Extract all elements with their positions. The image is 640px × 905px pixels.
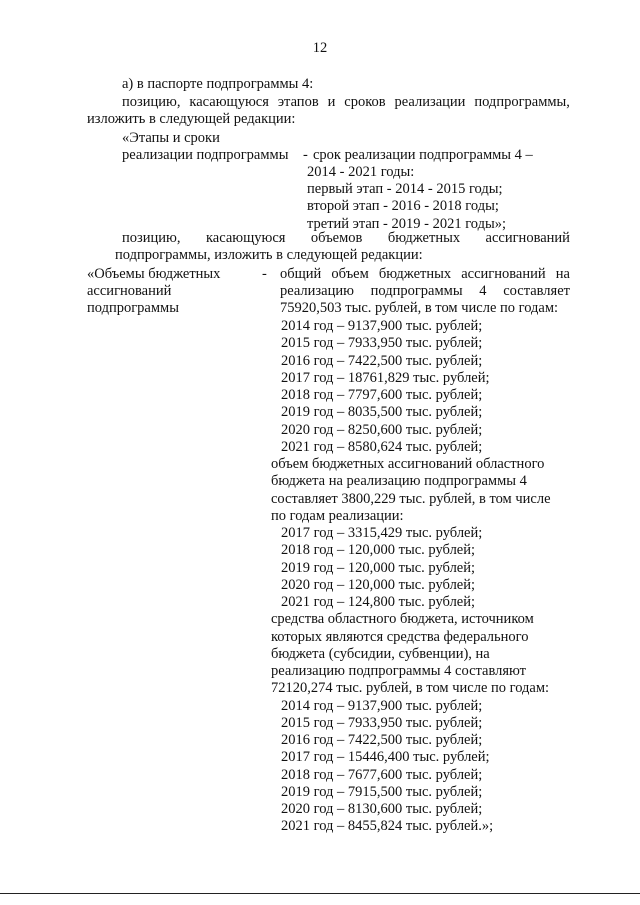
- federal-year-line: 2017 год – 15446,400 тыс. рублей;: [281, 749, 490, 766]
- federal-text-line: 72120,274 тыс. рублей, в том числе по годам:: [271, 680, 550, 697]
- budget-total-line3: 75920,503 тыс. рублей, в том числе по годам:: [280, 300, 559, 316]
- stages-value-line1: срок реализации подпрограммы 4 –: [313, 147, 533, 163]
- stage-line: 2014 - 2021 годы:: [307, 164, 415, 180]
- budget-total-line1-word: ассигнований: [461, 266, 546, 282]
- total-year-line: 2014 год – 9137,900 тыс. рублей;: [281, 318, 483, 334]
- federal-year-line: 2020 год – 8130,600 тыс. рублей;: [281, 801, 483, 817]
- para1-line1: [122, 94, 570, 111]
- budget-total-line1-word: бюджетных: [378, 266, 452, 282]
- regional-year-line: 2021 год – 124,800 тыс. рублей;: [281, 594, 476, 610]
- para1-line1-word: реализации: [394, 94, 466, 110]
- budget-label-line: подпрограммы: [87, 300, 179, 316]
- regional-year-line: 2020 год – 120,000 тыс. рублей;: [281, 576, 476, 593]
- para1-line1-word: этапов: [277, 94, 319, 110]
- budget-total-line2-word: подпрограммы: [370, 283, 463, 299]
- stage-line: третий этап - 2019 - 2021 годы»;: [307, 215, 507, 232]
- para1-line1-word: позицию,: [122, 94, 181, 110]
- federal-year-line: 2014 год – 9137,900 тыс. рублей;: [281, 697, 483, 714]
- para2-line1-word: объемов: [310, 230, 363, 246]
- regional-year-line: 2017 год – 3315,429 тыс. рублей;: [281, 525, 483, 541]
- stages-label-line1: «Этапы и сроки: [122, 130, 220, 146]
- federal-text-line: средства областного бюджета, источником: [271, 611, 534, 628]
- para2-line1-word: позицию,: [122, 230, 181, 246]
- federal-text-line: реализацию подпрограммы 4 составляют: [271, 663, 526, 679]
- budget-total-line1: [280, 266, 570, 283]
- total-year-line: 2018 год – 7797,600 тыс. рублей;: [281, 387, 483, 403]
- para2-line1-word: бюджетных: [387, 230, 461, 246]
- budget-total-line2-word: реализацию: [280, 283, 354, 299]
- stage-line: второй этап - 2016 - 2018 годы;: [307, 198, 499, 215]
- para1-line1-word: подпрограммы,: [474, 94, 570, 110]
- total-year-line: 2020 год – 8250,600 тыс. рублей;: [281, 421, 483, 438]
- federal-year-line: 2019 год – 7915,500 тыс. рублей;: [281, 783, 483, 800]
- budget-total-line2-word: 4: [479, 283, 487, 299]
- page-number: 12: [312, 40, 328, 56]
- stages-label-line2: реализации подпрограммы: [122, 147, 289, 163]
- regional-text-line: бюджета на реализацию подпрограммы 4: [271, 473, 527, 490]
- regional-year-line: 2018 год – 120,000 тыс. рублей;: [281, 542, 476, 559]
- budget-total-line1-word: объем: [331, 266, 369, 282]
- budget-total-line1-word: общий: [280, 266, 322, 282]
- total-year-line: 2021 год – 8580,624 тыс. рублей;: [281, 438, 483, 455]
- regional-year-line: 2019 год – 120,000 тыс. рублей;: [281, 559, 476, 576]
- stages-dash: -: [303, 147, 308, 163]
- total-year-line: 2017 год – 18761,829 тыс. рублей;: [281, 369, 490, 386]
- budget-dash: -: [262, 266, 267, 282]
- para2-line2: подпрограммы, изложить в следующей редакции:: [115, 247, 423, 263]
- regional-text-line: составляет 3800,229 тыс. рублей, в том числе: [271, 490, 551, 507]
- para1-line2: изложить в следующей редакции:: [87, 111, 296, 127]
- para1-line1-word: касающуюся: [189, 94, 269, 110]
- budget-label-line: ассигнований: [87, 283, 172, 299]
- budget-label-line: «Объемы бюджетных: [87, 266, 221, 282]
- federal-year-line: 2016 год – 7422,500 тыс. рублей;: [281, 732, 483, 748]
- bottom-rule: [0, 893, 640, 894]
- para2-line1-word: касающуюся: [205, 230, 286, 246]
- total-year-line: 2016 год – 7422,500 тыс. рублей;: [281, 352, 483, 369]
- para1-line1-word: и: [327, 94, 336, 110]
- item-a-heading: а) в паспорте подпрограммы 4:: [122, 76, 314, 92]
- budget-total-line1-word: на: [555, 266, 570, 282]
- regional-text-line: по годам реализации:: [271, 507, 404, 524]
- federal-text-line: бюджета (субсидии, субвенции), на: [271, 645, 490, 662]
- federal-year-line: 2018 год – 7677,600 тыс. рублей;: [281, 766, 483, 783]
- budget-total-line2: [280, 283, 570, 300]
- federal-year-line: 2021 год – 8455,824 тыс. рублей.»;: [281, 818, 494, 835]
- stage-line: первый этап - 2014 - 2015 годы;: [307, 181, 503, 198]
- regional-text-line: объем бюджетных ассигнований областного: [271, 456, 545, 472]
- budget-total-line2-word: составляет: [503, 283, 570, 299]
- total-year-line: 2019 год – 8035,500 тыс. рублей;: [281, 404, 483, 421]
- para2-line1: [122, 230, 570, 247]
- federal-text-line: которых являются средства федерального: [271, 628, 529, 645]
- para1-line1-word: сроков: [344, 94, 386, 110]
- total-year-line: 2015 год – 7933,950 тыс. рублей;: [281, 335, 483, 352]
- federal-year-line: 2015 год – 7933,950 тыс. рублей;: [281, 714, 483, 731]
- para2-line1-word: ассигнований: [485, 230, 570, 246]
